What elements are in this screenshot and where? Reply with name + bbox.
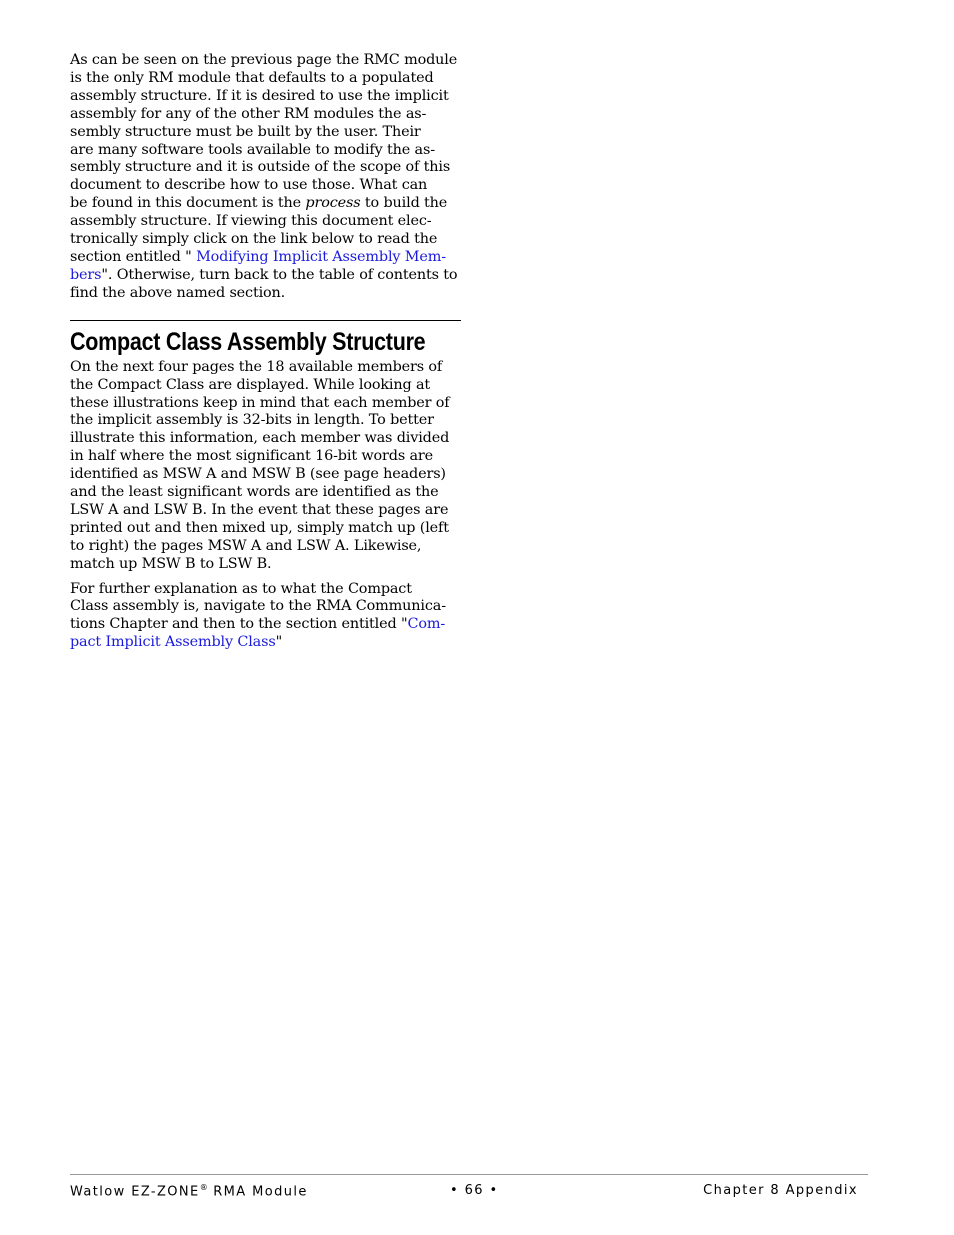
main-column (70, 52, 462, 652)
footer-product (70, 1183, 308, 1199)
section-text: " (275, 634, 283, 651)
section-line: the Compact Class are displayed. While looking at (70, 376, 431, 393)
intro-text: section entitled " (70, 248, 197, 265)
intro-line: document to describe how to use those. What can (70, 177, 428, 194)
registered-mark: ® (199, 1183, 208, 1192)
section-line (70, 634, 462, 652)
emphasis-process: process (305, 195, 361, 212)
intro-line: sembly structure must be built by the user. Their (70, 123, 421, 140)
intro-line: tronically simply click on the link below to read the (70, 231, 438, 248)
section-line: the implicit assembly is 32-bits in length. To better (70, 412, 434, 429)
compact-implicit-assembly-class-link[interactable]: Com- (407, 616, 446, 633)
compact-implicit-assembly-class-link-continued[interactable]: pact Implicit Assembly Class (70, 634, 276, 651)
intro-line: is the only RM module that defaults to a populated (70, 69, 434, 86)
section-line: identified as MSW A and MSW B (see page headers) (70, 466, 446, 483)
section-line: match up MSW B to LSW B. (70, 555, 272, 572)
intro-line: assembly structure. If it is desired to use the implicit (70, 87, 449, 104)
intro-line: As can be seen on the previous page the RMC module (70, 52, 458, 68)
intro-line (70, 249, 462, 267)
footer-page-number: • 66 • (450, 1183, 499, 1198)
intro-line: sembly structure and it is outside of the scope of this (70, 159, 451, 176)
section-line: illustrate this information, each member was divided (70, 430, 450, 447)
section-text: tions Chapter and then to the section entitled " (70, 616, 408, 633)
section-line (70, 616, 462, 634)
intro-line: are many software tools available to modify the as- (70, 141, 435, 158)
section-line: printed out and then mixed up, simply match up (left (70, 519, 449, 536)
section-line: these illustrations keep in mind that each member of (70, 394, 450, 411)
intro-text: be found in this document is the (70, 195, 306, 212)
modifying-implicit-assembly-link[interactable]: Modifying Implicit Assembly Mem- (196, 248, 446, 265)
section-line: in half where the most significant 16-bit words are (70, 448, 434, 465)
footer-chapter: Chapter 8 Appendix (703, 1183, 858, 1198)
paragraph-gap (70, 574, 462, 581)
intro-line (70, 267, 462, 285)
intro-text: to build the (360, 195, 448, 212)
footer-product-name: Watlow EZ-ZONE (70, 1184, 200, 1200)
intro-text: ". Otherwise, turn back to the table of contents to (101, 266, 458, 283)
section-paragraph-1 (70, 359, 462, 574)
section-line: Class assembly is, navigate to the RMA Communica- (70, 598, 446, 615)
section-divider (70, 320, 461, 321)
intro-line: assembly for any of the other RM modules the as- (70, 105, 427, 122)
footer-divider (70, 1174, 868, 1175)
modifying-implicit-assembly-link-continued[interactable]: bers (70, 266, 102, 283)
section-line: For further explanation as to what the Compact (70, 580, 412, 597)
intro-line: find the above named section. (70, 284, 286, 301)
section-line: and the least significant words are identified as the (70, 484, 439, 501)
section-heading: Compact Class Assembly Structure (70, 327, 426, 356)
section-line: LSW A and LSW B. In the event that these pages are (70, 501, 449, 518)
section-line: On the next four pages the 18 available members of (70, 358, 443, 375)
footer-product-suffix: RMA Module (207, 1184, 308, 1200)
intro-line (70, 195, 462, 213)
intro-line: assembly structure. If viewing this document elec- (70, 213, 432, 230)
intro-paragraph (70, 52, 462, 303)
section-paragraph-2 (70, 581, 462, 653)
section-line: to right) the pages MSW A and LSW A. Likewise, (70, 537, 422, 554)
